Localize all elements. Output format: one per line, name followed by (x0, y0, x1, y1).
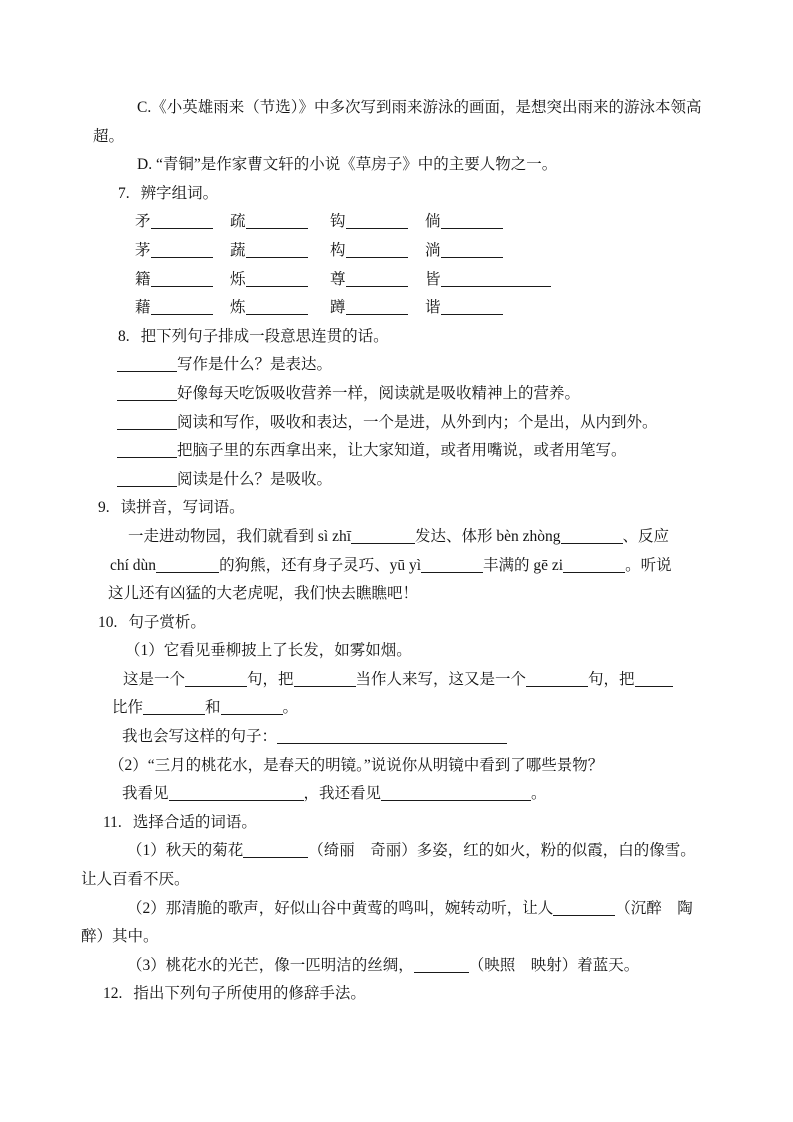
char-blank-row (135, 237, 741, 266)
fill-in-blank (151, 271, 213, 287)
text-run: 句，把 (588, 670, 635, 688)
text-run: 读拼音，写词语。 (120, 499, 245, 517)
character: 钩 (330, 213, 346, 231)
text-run: 一走进动物园，我们就看到 sì zhī (128, 527, 352, 545)
fill-in-blank (246, 242, 308, 258)
fill-in-blank (221, 699, 283, 715)
text-run: 辨字组词。 (140, 184, 219, 202)
grid-cell (135, 294, 230, 323)
text-line (127, 837, 741, 866)
character: 蹲 (330, 299, 346, 317)
fill-in-blank (635, 671, 673, 687)
text-line (81, 923, 741, 952)
character: 淌 (425, 241, 441, 259)
fill-in-blank (246, 299, 308, 315)
text-run: （沉醉 陶 (615, 899, 693, 917)
text-run: chí dùn (110, 556, 157, 574)
text-run: （2）“三月的桃花水，是春天的明镜。”说说你从明镜中看到了哪些景物？ (109, 756, 604, 774)
text-run: 、反应 (622, 527, 670, 545)
text-run: 我看见 (122, 785, 169, 803)
grid-cell (330, 266, 425, 295)
text-line (123, 666, 741, 695)
char-blank-row (135, 208, 741, 237)
fill-in-blank (156, 557, 219, 573)
grid-cell (330, 208, 425, 237)
fill-in-blank (143, 699, 205, 715)
fill-in-blank (243, 842, 308, 858)
text-line (122, 780, 741, 809)
question-number: 9. (98, 499, 110, 517)
character: 矛 (135, 213, 151, 231)
text-line (137, 94, 741, 123)
fill-in-blank (351, 528, 415, 544)
fill-in-blank (346, 299, 408, 315)
text-line (137, 151, 741, 180)
text-line (127, 952, 741, 981)
grid-cell (230, 266, 330, 295)
character: 皆 (425, 270, 441, 288)
question-11 (103, 809, 741, 838)
text-run: 超。 (93, 127, 125, 145)
text-run: 。听说 (625, 556, 672, 574)
text-run: （3）桃花水的光芒，像一匹明洁的丝绸， (127, 956, 414, 974)
text-run: （2）那清脆的歌声，好似山谷中黄莺的鸣叫，婉转动听，让人 (127, 899, 554, 917)
fill-in-blank (421, 557, 483, 573)
worksheet-content (81, 94, 741, 1009)
fill-in-blank (151, 299, 213, 315)
question-7 (118, 180, 741, 209)
fill-in-blank (561, 528, 623, 544)
fill-in-blank (185, 671, 247, 687)
text-run: 当作人来写，这又是一个 (355, 670, 527, 688)
text-run: 。 (282, 699, 299, 717)
text-run: 比作 (112, 699, 144, 717)
text-run: （1）它看见垂柳披上了长发，如雾如烟。 (125, 642, 412, 660)
text-run: C.《小英雄雨来（节选）》中多次写到雨来游泳的画面，是想突出雨来的游泳本领高 (137, 99, 702, 116)
text-line (110, 552, 741, 581)
fill-in-blank (169, 785, 304, 801)
grid-cell (135, 266, 230, 295)
fill-in-blank (414, 957, 469, 973)
text-line (117, 380, 741, 409)
text-run: 这是一个 (123, 670, 186, 688)
text-run: 让人百看不厌。 (81, 871, 190, 889)
grid-cell (135, 208, 230, 237)
question-9 (98, 494, 741, 523)
fill-in-blank (441, 299, 503, 315)
text-run: 阅读和写作，吸收和表达，一个是进，从外到内；个是出，从内到外。 (177, 413, 658, 431)
text-run: 这儿还有凶猛的大老虎呢，我们快去瞧瞧吧！ (108, 585, 419, 603)
fill-in-blank (277, 728, 507, 744)
character: 籍 (135, 270, 151, 288)
grid-cell (425, 266, 551, 295)
character: 茅 (135, 241, 151, 259)
fill-in-blank (117, 471, 177, 487)
text-run: （绮丽 奇丽）多姿，红的如火，粉的似霞，白的像雪。 (308, 842, 696, 860)
fill-in-blank (346, 213, 408, 229)
question-10 (98, 609, 741, 638)
grid-cell (425, 237, 503, 266)
grid-cell (330, 237, 425, 266)
text-run: 把下列句子排成一段意思连贯的话。 (140, 327, 389, 345)
question-number: 11. (103, 813, 122, 831)
text-run: 好像每天吃饭吸收营养一样，阅读就是吸收精神上的营养。 (177, 384, 581, 402)
fill-in-blank (526, 671, 588, 687)
grid-cell (135, 237, 230, 266)
grid-cell (230, 294, 330, 323)
fill-in-blank (346, 271, 408, 287)
text-run: （1）秋天的菊花 (127, 842, 244, 860)
text-run: ，我还看见 (303, 785, 382, 803)
text-run: 句，把 (247, 670, 294, 688)
question-number: 7. (118, 184, 130, 202)
fill-in-blank (381, 785, 531, 801)
text-line (81, 866, 741, 895)
fill-in-blank (563, 557, 625, 573)
text-run: D. “青铜”是作家曹文轩的小说《草房子》中的主要人物之一。 (137, 156, 558, 174)
grid-cell (230, 208, 330, 237)
character: 蔬 (230, 241, 246, 259)
grid-cell (425, 208, 503, 237)
text-run: 的狗熊，还有身子灵巧、yū yì (219, 556, 421, 574)
fill-in-blank (117, 356, 177, 372)
question-number: 12. (103, 985, 123, 1003)
text-line (108, 580, 741, 609)
grid-cell (425, 294, 503, 323)
fill-in-blank (441, 271, 551, 287)
text-run: （映照 映射）着蓝天。 (468, 956, 640, 974)
text-line (117, 351, 741, 380)
character: 谐 (425, 299, 441, 317)
fill-in-blank (151, 213, 213, 229)
character: 构 (330, 241, 346, 259)
text-run: 和 (205, 699, 221, 717)
text-run: 阅读是什么？是吸收。 (177, 470, 333, 488)
text-run: 。 (531, 785, 547, 803)
character: 藉 (135, 299, 151, 317)
grid-cell (230, 237, 330, 266)
text-line (117, 409, 741, 438)
text-line (127, 895, 741, 924)
fill-in-blank (151, 242, 213, 258)
text-run: 指出下列句子所使用的修辞手法。 (133, 985, 366, 1003)
fill-in-blank (117, 385, 177, 401)
text-line (93, 123, 741, 152)
text-run: 丰满的 gē zi (483, 556, 564, 574)
text-run: 把脑子里的东西拿出来，让大家知道，或者用嘴说，或者用笔写。 (177, 442, 627, 460)
grid-cell (330, 294, 425, 323)
text-run: 写作是什么？是表达。 (177, 356, 333, 374)
fill-in-blank (117, 414, 177, 430)
text-line (125, 637, 741, 666)
text-run: 我也会写这样的句子： (122, 728, 278, 746)
character: 疏 (230, 213, 246, 231)
fill-in-blank (246, 213, 308, 229)
question-number: 10. (98, 613, 118, 631)
fill-in-blank (117, 442, 177, 458)
fill-in-blank (346, 242, 408, 258)
fill-in-blank (553, 900, 615, 916)
text-run: 选择合适的词语。 (132, 813, 257, 831)
text-run: 醉）其中。 (81, 928, 159, 946)
question-12 (103, 980, 741, 1009)
question-number: 8. (118, 327, 130, 345)
character: 烁 (230, 270, 246, 288)
text-line (128, 523, 741, 552)
char-blank-row (135, 294, 741, 323)
fill-in-blank (441, 242, 503, 258)
text-line (112, 694, 741, 723)
text-line (117, 466, 741, 495)
text-run: 句子赏析。 (128, 613, 206, 631)
fill-in-blank (294, 671, 356, 687)
character: 倘 (425, 213, 441, 231)
question-8 (118, 323, 741, 352)
text-line (117, 437, 741, 466)
fill-in-blank (246, 271, 308, 287)
text-run: 发达、体形 bèn zhòng (415, 527, 561, 545)
character: 尊 (330, 270, 346, 288)
text-line (109, 752, 741, 781)
fill-in-blank (441, 213, 503, 229)
character: 炼 (230, 299, 246, 317)
char-blank-row (135, 266, 741, 295)
text-line (122, 723, 741, 752)
